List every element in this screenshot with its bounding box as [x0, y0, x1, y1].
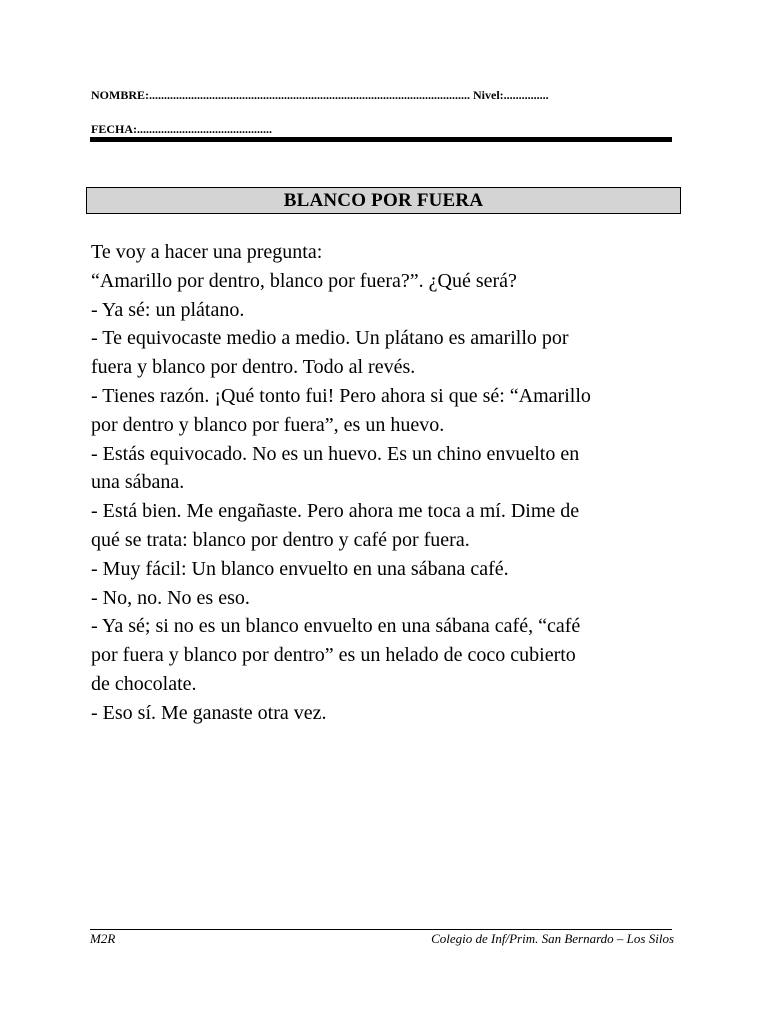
story-line: Te voy a hacer una pregunta: [91, 241, 323, 263]
story-line: por dentro y blanco por fuera”, es un huevo. [91, 413, 445, 436]
name-level-field-line: NOMBRE:........................................................................................................... Nivel:............... [91, 88, 549, 102]
story-line: - Ya sé; si no es un blanco envuelto en una sábana café, “café [91, 615, 581, 638]
story-line: - Te equivocaste medio a medio. Un plátano es amarillo por [91, 327, 569, 350]
date-field-line: FECHA:............................................. [91, 122, 272, 136]
page-title: BLANCO POR FUERA [283, 190, 484, 211]
story-line: una sábana. [91, 471, 185, 494]
story-line: de chocolate. [91, 672, 197, 695]
title-banner [86, 187, 681, 214]
story-line: fuera y blanco por dentro. Todo al revés. [91, 356, 416, 379]
story-line: - No, no. No es eso. [91, 586, 250, 609]
story-text [91, 238, 691, 728]
footer-code: M2R [90, 931, 116, 946]
story-line: qué se trata: blanco por dentro y café por fuera. [91, 528, 470, 551]
story-line: - Tienes razón. ¡Qué tonto fui! Pero ahora si que sé: “Amarillo [91, 384, 591, 407]
header-divider [90, 137, 672, 142]
story-line: “Amarillo por dentro, blanco por fuera?”. ¿Qué será? [91, 269, 517, 292]
footer-divider [90, 929, 672, 930]
story-line: - Eso sí. Me ganaste otra vez. [91, 701, 327, 724]
story-line: - Ya sé: un plátano. [91, 298, 245, 321]
story-line: - Muy fácil: Un blanco envuelto en una sábana café. [91, 557, 509, 580]
story-line: por fuera y blanco por dentro” es un helado de coco cubierto [91, 644, 576, 667]
footer-school-name: Colegio de Inf/Prim. San Bernardo – Los Silos [431, 931, 674, 946]
story-line: - Está bien. Me engañaste. Pero ahora me toca a mí. Dime de [91, 500, 580, 523]
story-line: - Estás equivocado. No es un huevo. Es un chino envuelto en [91, 442, 580, 465]
